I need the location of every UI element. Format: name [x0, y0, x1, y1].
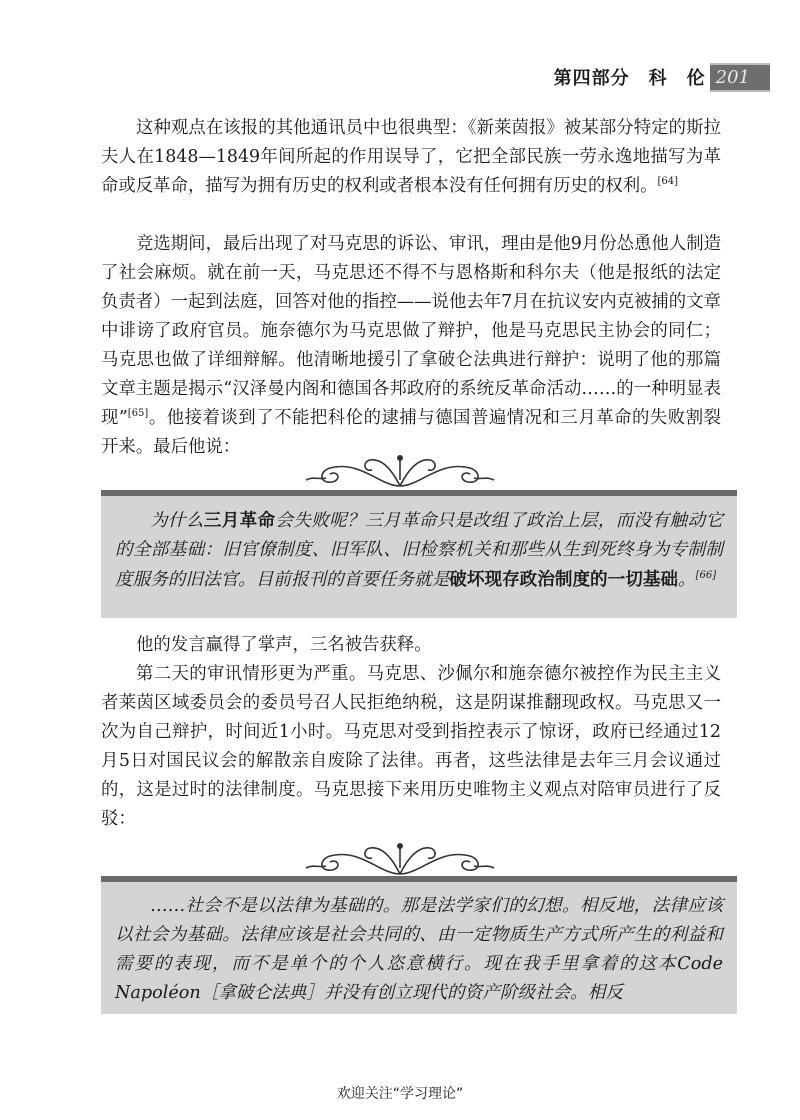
paragraph-2-text-b: 。他接着谈到了不能把科伦的逮捕与德国普遍情况和三月革命的失败割裂开来。最后他说： — [101, 408, 721, 457]
header-section-title: 第四部分 科 伦 — [553, 68, 706, 89]
quote-block-1 — [101, 490, 737, 618]
quote-1-text: 为什么三月革命会失败呢？三月革命只是改组了政治上层，而没有触动它的全部基础：旧官僚制度、旧军队、旧检察机关和那些从生到死终身为专制制度服务的旧法官。目前报刊的首要任务就是破坏现存政治制度的一切基础。[66] — [115, 510, 723, 590]
ornament-divider-icon — [300, 838, 500, 878]
footer-text: 欢迎关注“学习理论” — [336, 1086, 464, 1102]
paragraph-4-text: 第二天的审讯情形更为严重。马克思、沙佩尔和施奈德尔被控作为民主主义者莱茵区域委员会的委员号召人民拒绝纳税，这是阴谋推翻现政权。马克思又一次为自己辩护，时间近1小时。马克思对受到指控表示了惊讶，政府已经通过12月5日对国民议会的解散亲自废除了法律。再者，这些法律是去年三月会议通过的，这是过时的法律制度。马克思接下来用历史唯物主义观点对陪审员进行了反驳： — [101, 664, 721, 829]
paragraph-4 — [101, 660, 721, 834]
quote-block-2 — [101, 876, 737, 1014]
footnote-ref-66: [66] — [695, 570, 717, 582]
paragraph-2-text-a: 竞选期间，最后出现了对马克思的诉讼、审讯，理由是他9月份怂恿他人制造了社会麻烦。就在前一天，马克思还不得不与恩格斯和科尔夫（他是报纸的法定负责者）一起到法庭，回答对他的指控——说他去年7月在抗议安内克被捕的文章中诽谤了政府官员。施奈德尔为马克思做了辩护，他是马克思民主协会的同仁；马克思也做了详细辩解。他清晰地援引了拿破仑法典进行辩护：说明了他的那篇文章主题是揭示“汉泽曼内阁和德国各邦政府的系统反革命活动……的一种明显表现” — [101, 234, 721, 428]
paragraph-2 — [101, 230, 721, 462]
paragraph-3-text: 他的发言赢得了掌声，三名被告获释。 — [136, 635, 432, 655]
paragraph-1 — [101, 114, 721, 201]
page-number: 201 — [710, 63, 770, 92]
quote-2-text: ……社会不是以法律为基础的。那是法学家们的幻想。相反地，法律应该以社会为基础。法律应该是社会共同的、由一定物质生产方式所产生的利益和需要的表现，而不是单个的个人恣意横行。现在我手里拿着的这本Code Napoléon［拿破仑法典］并没有创立现代的资产阶级社会。相反 — [115, 896, 723, 1003]
ornament-divider-icon — [300, 450, 500, 490]
paragraph-3 — [101, 631, 721, 660]
footnote-ref-65: [65] — [127, 408, 149, 420]
footnote-ref-64: [64] — [657, 176, 679, 188]
running-header — [554, 62, 770, 92]
paragraph-1-text: 这种观点在该报的其他通讯员中也很典型：《新莱茵报》被某部分特定的斯拉夫人在1848—1849年间所起的作用误导了，它把全部民族一劳永逸地描写为革命或反革命，描写为拥有历史的权利或者根本没有任何拥有历史的权利。 — [101, 118, 721, 196]
